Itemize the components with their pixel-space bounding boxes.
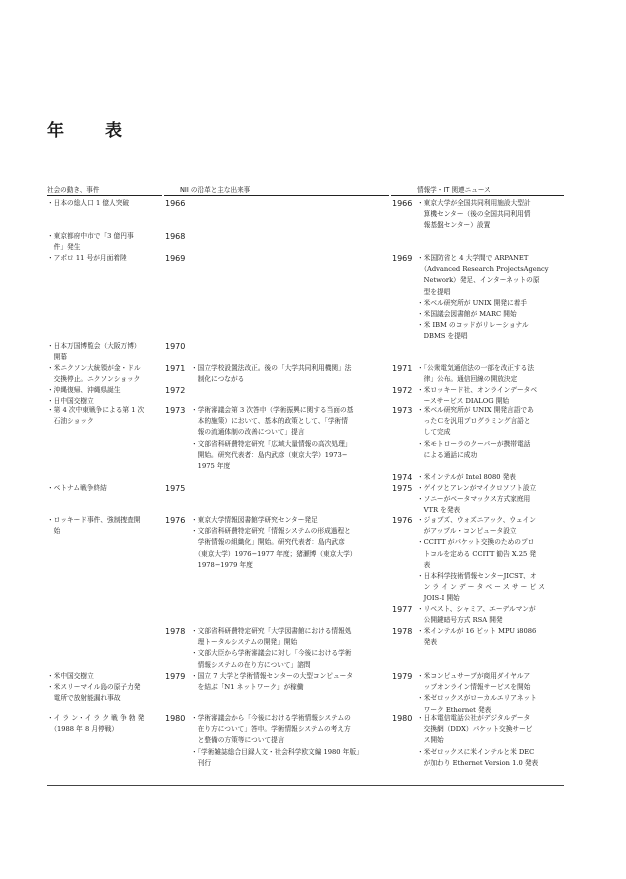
it-entry-line: ワーク Ethernet 発表 [417,705,492,714]
it-entry-line: JOIS-I 開始 [417,594,460,603]
nii-entry-line: ・国立 7 大学と学術情報センターの大型コンピュータ [191,672,354,680]
it-year: 1980 [392,714,413,723]
it-entry-line: ・日本電信電話公社がデジタルデータ [417,714,531,722]
it-entry-line: ・東京大学が全国共同利用施設大型計 [417,199,531,207]
society-entry-line: ・日中国交樹立 [47,397,94,406]
it-entry-line: して完成 [417,428,451,437]
nii-entry-line: ・学術審議会第 3 次答申（学術振興に関する当面の基 [191,406,354,414]
society-year: 1970 [165,342,186,351]
it-entry-line: ・「公衆電気通信法の一部を改正する法 [417,364,535,372]
nii-entry-line: 1975 年度 [191,462,231,470]
society-entry-line: ・第 4 次中東戦争による第 1 次 [47,406,145,414]
society-entry-line: 件」発生 [47,243,81,252]
it-entry-line: 算機センター（後の全国共同利用情 [417,210,531,219]
it-year: 1972 [392,386,413,395]
society-year: 1973 [165,406,186,415]
it-year: 1975 [392,484,413,493]
society-entry-line: ・日本の総人口 1 億人突破 [47,199,130,207]
it-entry-line: ・米インテルが Intel 8080 発表 [417,473,516,481]
it-entry-line: 律」公布。通信回線の開放決定 [417,375,518,384]
it-year: 1973 [392,406,413,415]
society-entry-line: 石油ショック [47,417,94,426]
society-entry-line: ・米ニクソン大統領が金・ドル [47,364,141,372]
nii-entry-line: 報の流通体制の改善について」提言 [191,428,305,437]
it-entry-line: ・米 IBM のコッドがリレーショナル [417,321,529,330]
it-entry-line: ・米ロッキード社、オンラインデータベ [417,386,538,394]
header-society: 社会の動き、事件 [47,186,100,194]
it-entry-line: ・ジョブズ、ウォズニアック、ウェイン [417,516,536,524]
nii-entry-line: 在り方について」答申。学術情報システムの考え方 [191,725,351,734]
it-entry-line: が加わり Ethernet Version 1.0 発表 [417,758,539,767]
society-year: 1979 [165,672,186,681]
it-entry-line: による通話に成功 [417,450,478,459]
it-year: 1974 [392,473,413,482]
it-entry-line: ・米コンピュサーブが商用ダイヤルア [417,672,531,680]
nii-entry-line: 本的施策）において、基本的政策として、「学術情 [191,417,348,426]
it-entry-line: Network）発足、インターネットの原 [417,276,540,285]
it-entry-line: ・米モトローラのクーパーが携帯電話 [417,439,531,448]
nii-entry-line: 理トータルシステムの開発」開始 [191,638,298,647]
society-year: 1971 [165,364,186,373]
nii-entry-line: ・「学術雑誌総合目録人文・社会科学欧文編 1980 年版」 [191,747,363,756]
nii-entry-line: （東京大学）1976−1977 年度；猪瀬博（東京大学） [191,549,357,558]
header-rule-society [47,195,162,196]
society-entry-line: ・日本万国博覧会（大阪万博） [47,342,141,350]
it-year: 1978 [392,627,413,636]
society-entry-line: 開幕 [47,353,68,362]
society-year: 1966 [165,199,186,208]
society-entry-line: 電所で放射能漏れ事故 [47,694,121,703]
society-year: 1968 [165,232,186,241]
society-entry-line: ・ベトナム戦争終結 [47,484,107,492]
it-entry-line: ・CCITT がパケット交換のためのプロ [417,538,535,547]
nii-entry-line: ・文部省科研費特定研究「広域大量情報の高次処理」 [191,439,352,448]
nii-entry-line: ・文部省科研費特定研究「大学図書館における情報処 [191,627,352,635]
society-year: 1980 [165,714,186,723]
header-rule-nii [164,195,389,196]
society-entry-line: ・ロッキード事件、強制捜査開 [47,516,141,524]
header-it: 情報学・IT 関連ニュース [417,186,491,194]
it-entry-line: ったＣを汎用プログラミング言語と [417,417,531,426]
it-entry-line: 報基盤センター）設置 [417,221,491,230]
nii-entry-line: ・国立学校設置法改正。後の「大学共同利用機関」法 [191,364,352,372]
society-entry-line: （1988 年 8 月停戦） [47,725,119,734]
it-year: 1977 [392,605,413,614]
it-entry-line: ・米ベル研究所が UNIX 開発言語であ [417,406,534,414]
it-entry-line: ・リベスト、シャミア、エーデルマンが [417,605,536,613]
it-entry-line: がアップル・コンピュータ設立 [417,527,517,536]
nii-entry-line: ・東京大学情報図書館学研究センター発足 [191,516,318,524]
nii-year: 1978 [165,627,186,636]
it-year: 1969 [392,254,413,263]
society-year: 1972 [165,386,186,395]
it-year: 1979 [392,672,413,681]
it-entry-line: ・米国防省と 4 大学間で ARPANET [417,254,529,262]
it-entry-line: 表 [417,560,431,569]
society-entry-line: ・米中国交樹立 [47,672,94,680]
nii-entry-line: 制化につながる [191,375,245,384]
it-entry-line: VTR を発表 [417,506,461,515]
society-year: 1969 [165,254,186,263]
it-entry-line: ス開始 [417,736,444,745]
society-entry-line: ・米スリーマイル島の原子力発 [47,683,141,692]
it-entry-line: ・ゲイツとアレンがマイクロソフト設立 [417,484,537,492]
it-entry-line: ・米国議会図書館が MARC 開始 [417,310,517,318]
it-entry-line: （Advanced Research ProjectsAgency [417,265,549,274]
it-entry-line: 発表 [417,638,438,647]
nii-entry-line: 学術情報の組織化」開始。研究代表者：島内武彦 [191,538,345,547]
it-entry-line: 交換網（DDX）パケット交換サービ [417,725,533,734]
nii-entry-line: 刊行 [191,758,212,767]
page-title: 年 表 [47,121,134,141]
it-entry-line: ・ソニーがベータマックス方式家庭用 [417,495,531,504]
it-entry-line: ・米ゼロックスに米インテルと米 DEC [417,747,535,756]
nii-entry-line: を結ぶ「N1 ネットワーク」が稼働 [191,683,304,692]
it-entry-line: 型を提唱 [417,287,451,296]
it-entry-line: ン ラ イ ン デ ー タ ベ ー ス サ ー ビ ス [417,583,545,592]
society-entry-line: ・東京都府中市で「3 億円事 [47,232,134,240]
it-entry-line: ースサービス DIALOG 開始 [417,397,510,406]
it-year: 1971 [392,364,413,373]
it-entry-line: ップオンライン情報サービスを開始 [417,683,531,692]
nii-entry-line: ・学術審議会から「今後における学術情報システムの [191,714,351,722]
society-entry-line: ・イ ラ ン・イ ラ ク 戦 争 勃 発 [47,714,145,722]
it-entry-line: ・日本科学技術情報センターJICST、オ [417,572,537,580]
nii-entry-line: と整備の方策等について提言 [191,736,285,745]
it-entry-line: トコルを定める CCITT 勧告 X.25 発 [417,549,537,558]
header-nii: NII の沿革と主な出来事 [180,186,251,194]
nii-entry-line: ・文部大臣から学術審議会に対し「今後における学術 [191,649,352,658]
nii-entry-line: 情報システムの在り方について」諮問 [191,660,311,669]
society-entry-line: ・アポロ 11 号が月面着陸 [47,254,127,262]
society-year: 1975 [165,484,186,493]
it-entry-line: 公開鍵暗号方式 RSA 開発 [417,616,503,625]
nii-entry-line: 開始。研究代表者：島内武彦（東京大学）1973− [191,450,348,459]
it-entry-line: ・米インテルが 16 ビット MPU i8086 [417,627,537,635]
nii-entry-line: ・文部省科研費特定研究「情報システムの形成過程と [191,527,351,536]
society-entry-line: 始 [47,527,61,536]
it-year: 1976 [392,516,413,525]
nii-entry-line: 1978−1979 年度 [191,560,253,569]
it-entry-line: DBMS を提唱 [417,332,468,341]
society-entry-line: ・沖縄復帰、沖縄県誕生 [47,386,121,394]
header-rule-it [391,195,564,196]
it-entry-line: ・米ゼロックスがローカルエリアネット [417,694,537,703]
it-year: 1966 [392,199,413,208]
it-entry-line: ・米ベル研究所が UNIX 開発に着手 [417,298,528,307]
society-year: 1976 [165,516,186,525]
bottom-rule [47,785,564,786]
society-entry-line: 交換停止。ニクソンショック [47,375,141,384]
